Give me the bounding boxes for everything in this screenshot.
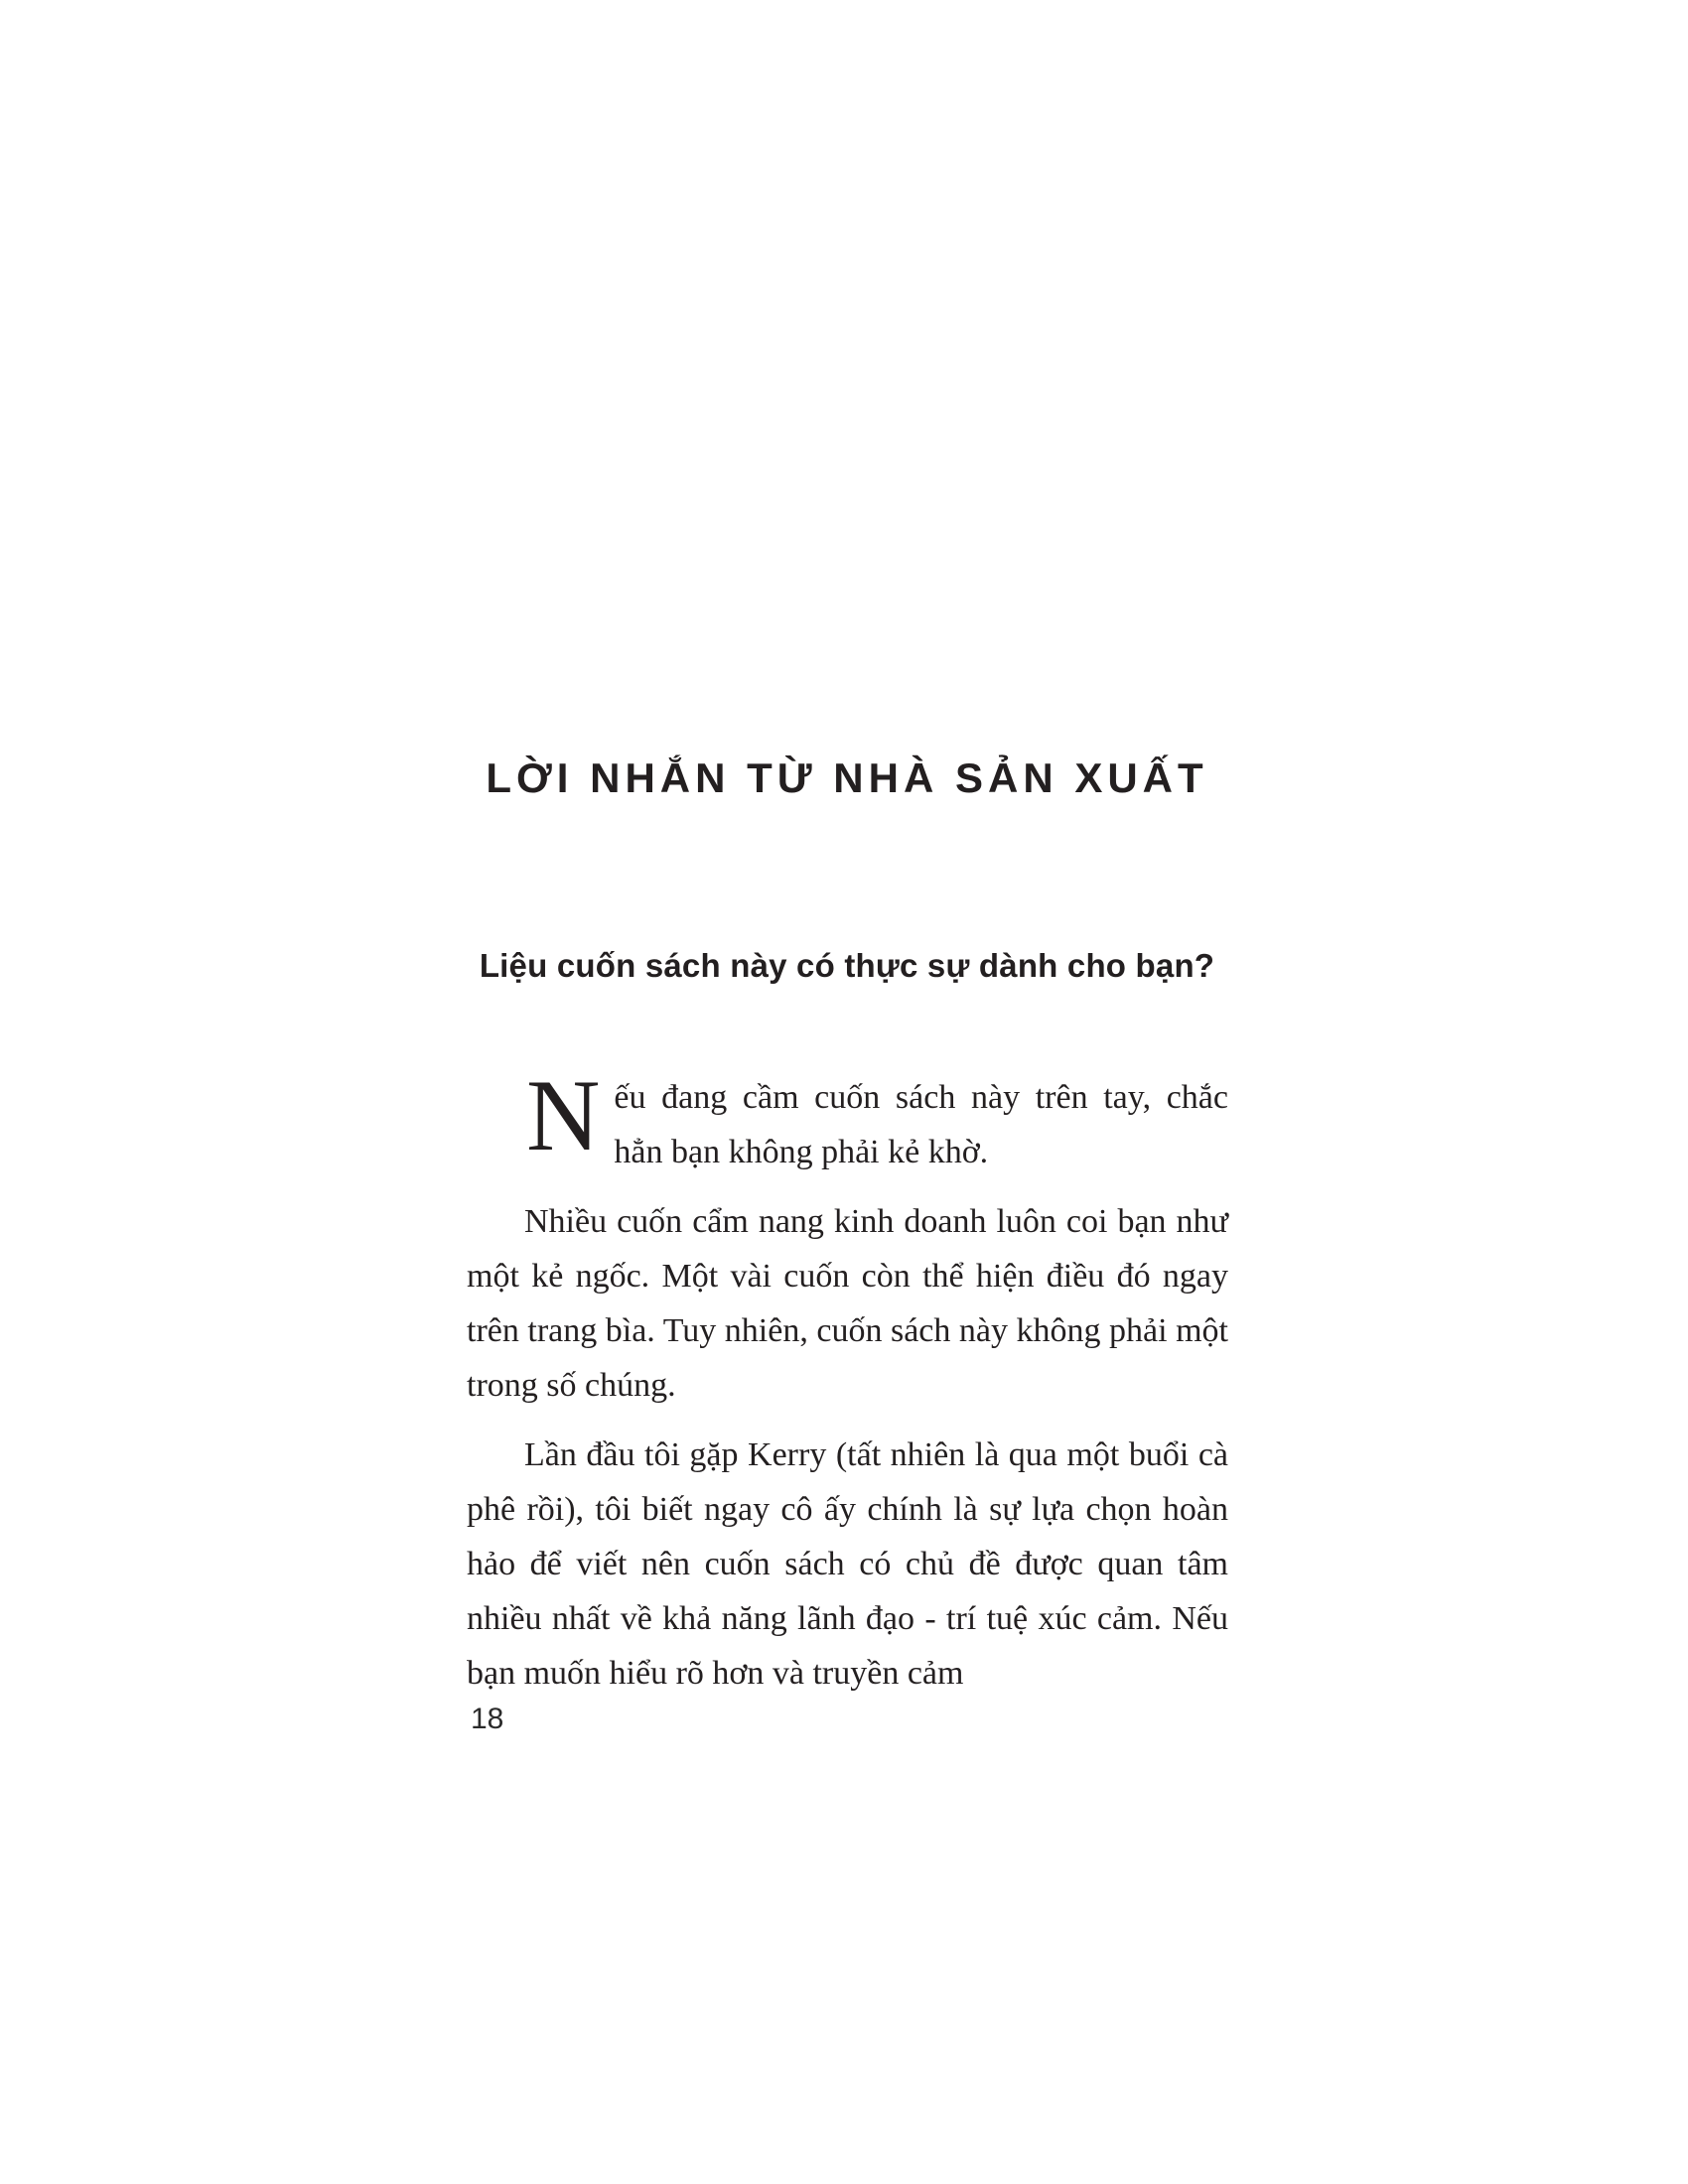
drop-cap: N bbox=[526, 1059, 601, 1172]
body-text bbox=[467, 1059, 1228, 1715]
chapter-title: LỜI NHẮN TỪ NHÀ SẢN XUẤT bbox=[486, 754, 1208, 801]
paragraph: Nhiều cuốn cẩm nang kinh doanh luôn coi bạn như một kẻ ngốc. Một vài cuốn còn thể hiện điều đó ngay trên trang bìa. Tuy nhiên, cuốn sách này không phải một trong số chúng. bbox=[467, 1203, 1228, 1404]
section-subtitle: Liệu cuốn sách này có thực sự dành cho bạn? bbox=[479, 947, 1215, 984]
paragraph-text: ếu đang cầm cuốn sách này trên tay, chắc hẳn bạn không phải kẻ khờ. bbox=[614, 1079, 1228, 1170]
paragraph bbox=[467, 1059, 1228, 1179]
page-number: 18 bbox=[471, 1703, 504, 1735]
paragraph: Lần đầu tôi gặp Kerry (tất nhiên là qua một buổi cà phê rồi), tôi biết ngay cô ấy chính là sự lựa chọn hoàn hảo để viết nên cuốn sách có chủ đề được quan tâm nhiều nhất về khả năng lãnh đạo - trí tuệ xúc cảm. Nếu bạn muốn hiểu rõ hơn và truyền cảm bbox=[467, 1436, 1228, 1692]
